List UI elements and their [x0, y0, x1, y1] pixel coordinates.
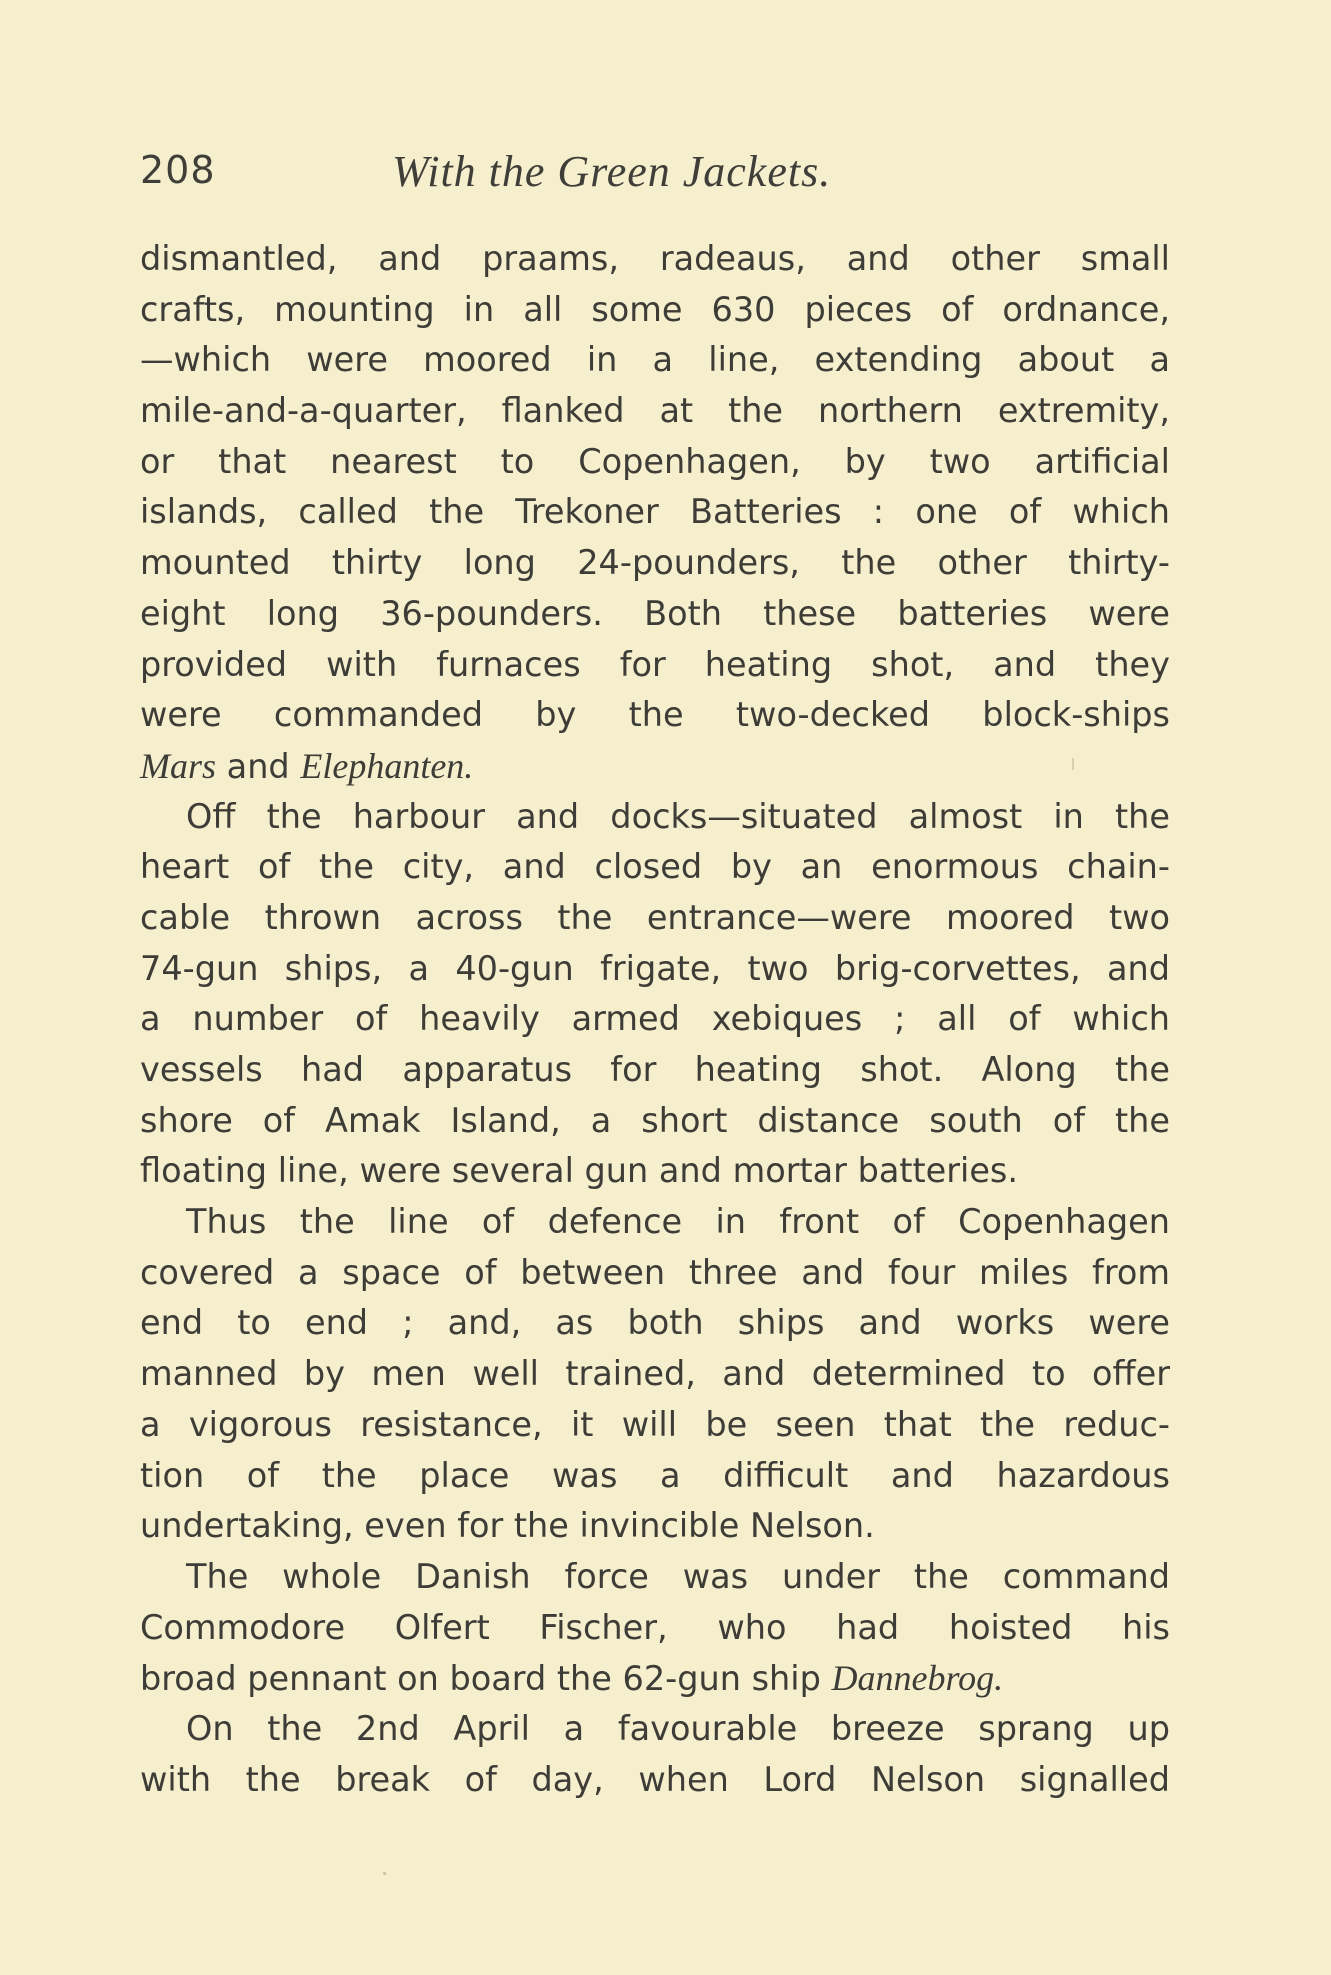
- text-line: crafts, mounting in all some 630 pieces of ordnance,: [140, 289, 1170, 329]
- text-line: —which were moored in a line, extending about a: [140, 340, 1170, 380]
- ship-name-mars: Mars: [140, 745, 217, 786]
- page-number: 208: [140, 148, 216, 192]
- print-speck: [383, 1872, 386, 1875]
- text-line: On the 2nd April a favourable breeze sprang up: [186, 1708, 1170, 1748]
- text-line: floating line, were several gun and mortar batteries.: [140, 1151, 1019, 1191]
- ship-name-elephanten: Elephanten.: [300, 745, 474, 786]
- body-text: [140, 234, 1170, 1805]
- text-line: mile-and-a-quarter, flanked at the northern extremity,: [140, 391, 1170, 431]
- text-line: [140, 741, 1170, 792]
- text-line: were commanded by the two-decked block-ships: [140, 695, 1170, 735]
- text-line: covered a space of between three and four miles from: [140, 1252, 1170, 1292]
- text-line: The whole Danish force was under the command: [186, 1556, 1170, 1596]
- text-line: vessels had apparatus for heating shot. Along the: [140, 1050, 1170, 1089]
- text-line: cable thrown across the entrance—were moored two: [140, 897, 1170, 937]
- text-line: undertaking, even for the invincible Nelson.: [140, 1506, 875, 1546]
- text-line: eight long 36-pounders. Both these batteries were: [140, 593, 1170, 633]
- text-line: Off the harbour and docks—situated almost in the: [186, 796, 1170, 836]
- text-line: provided with furnaces for heating shot, and they: [140, 644, 1170, 684]
- text-fragment: broad pennant on board the 62-gun ship: [140, 1659, 832, 1699]
- text-fragment: and: [216, 746, 301, 786]
- text-line: with the break of day, when Lord Nelson signalled: [140, 1759, 1170, 1799]
- text-line: manned by men well trained, and determined to offer: [140, 1354, 1170, 1394]
- text-line: islands, called the Trekoner Batteries : one of which: [140, 492, 1170, 532]
- text-line: [140, 1653, 1170, 1704]
- text-line: Commodore Olfert Fischer, who had hoisted his: [140, 1607, 1170, 1647]
- ship-name-dannebrog: Dannebrog.: [831, 1658, 1004, 1699]
- text-line: or that nearest to Copenhagen, by two artificial: [140, 441, 1170, 481]
- text-line: mounted thirty long 24-pounders, the other thirty-: [140, 543, 1170, 583]
- text-line: 74-gun ships, a 40-gun frigate, two brig-corvettes, and: [140, 948, 1170, 988]
- text-line: a vigorous resistance, it will be seen that the reduc-: [140, 1404, 1170, 1444]
- running-head: [140, 148, 1180, 208]
- text-line: end to end ; and, as both ships and works were: [140, 1303, 1170, 1343]
- print-speck: [1072, 758, 1074, 770]
- running-title: With the Green Jackets.: [392, 147, 832, 196]
- text-line: shore of Amak Island, a short distance south of the: [140, 1100, 1170, 1140]
- text-line: dismantled, and praams, radeaus, and other small: [140, 239, 1170, 278]
- text-line: heart of the city, and closed by an enormous chain-: [140, 847, 1170, 887]
- text-line: a number of heavily armed xebiques ; all of which: [140, 999, 1170, 1039]
- text-line: Thus the line of defence in front of Copenhagen: [186, 1202, 1170, 1242]
- text-line: tion of the place was a difficult and hazardous: [140, 1455, 1170, 1495]
